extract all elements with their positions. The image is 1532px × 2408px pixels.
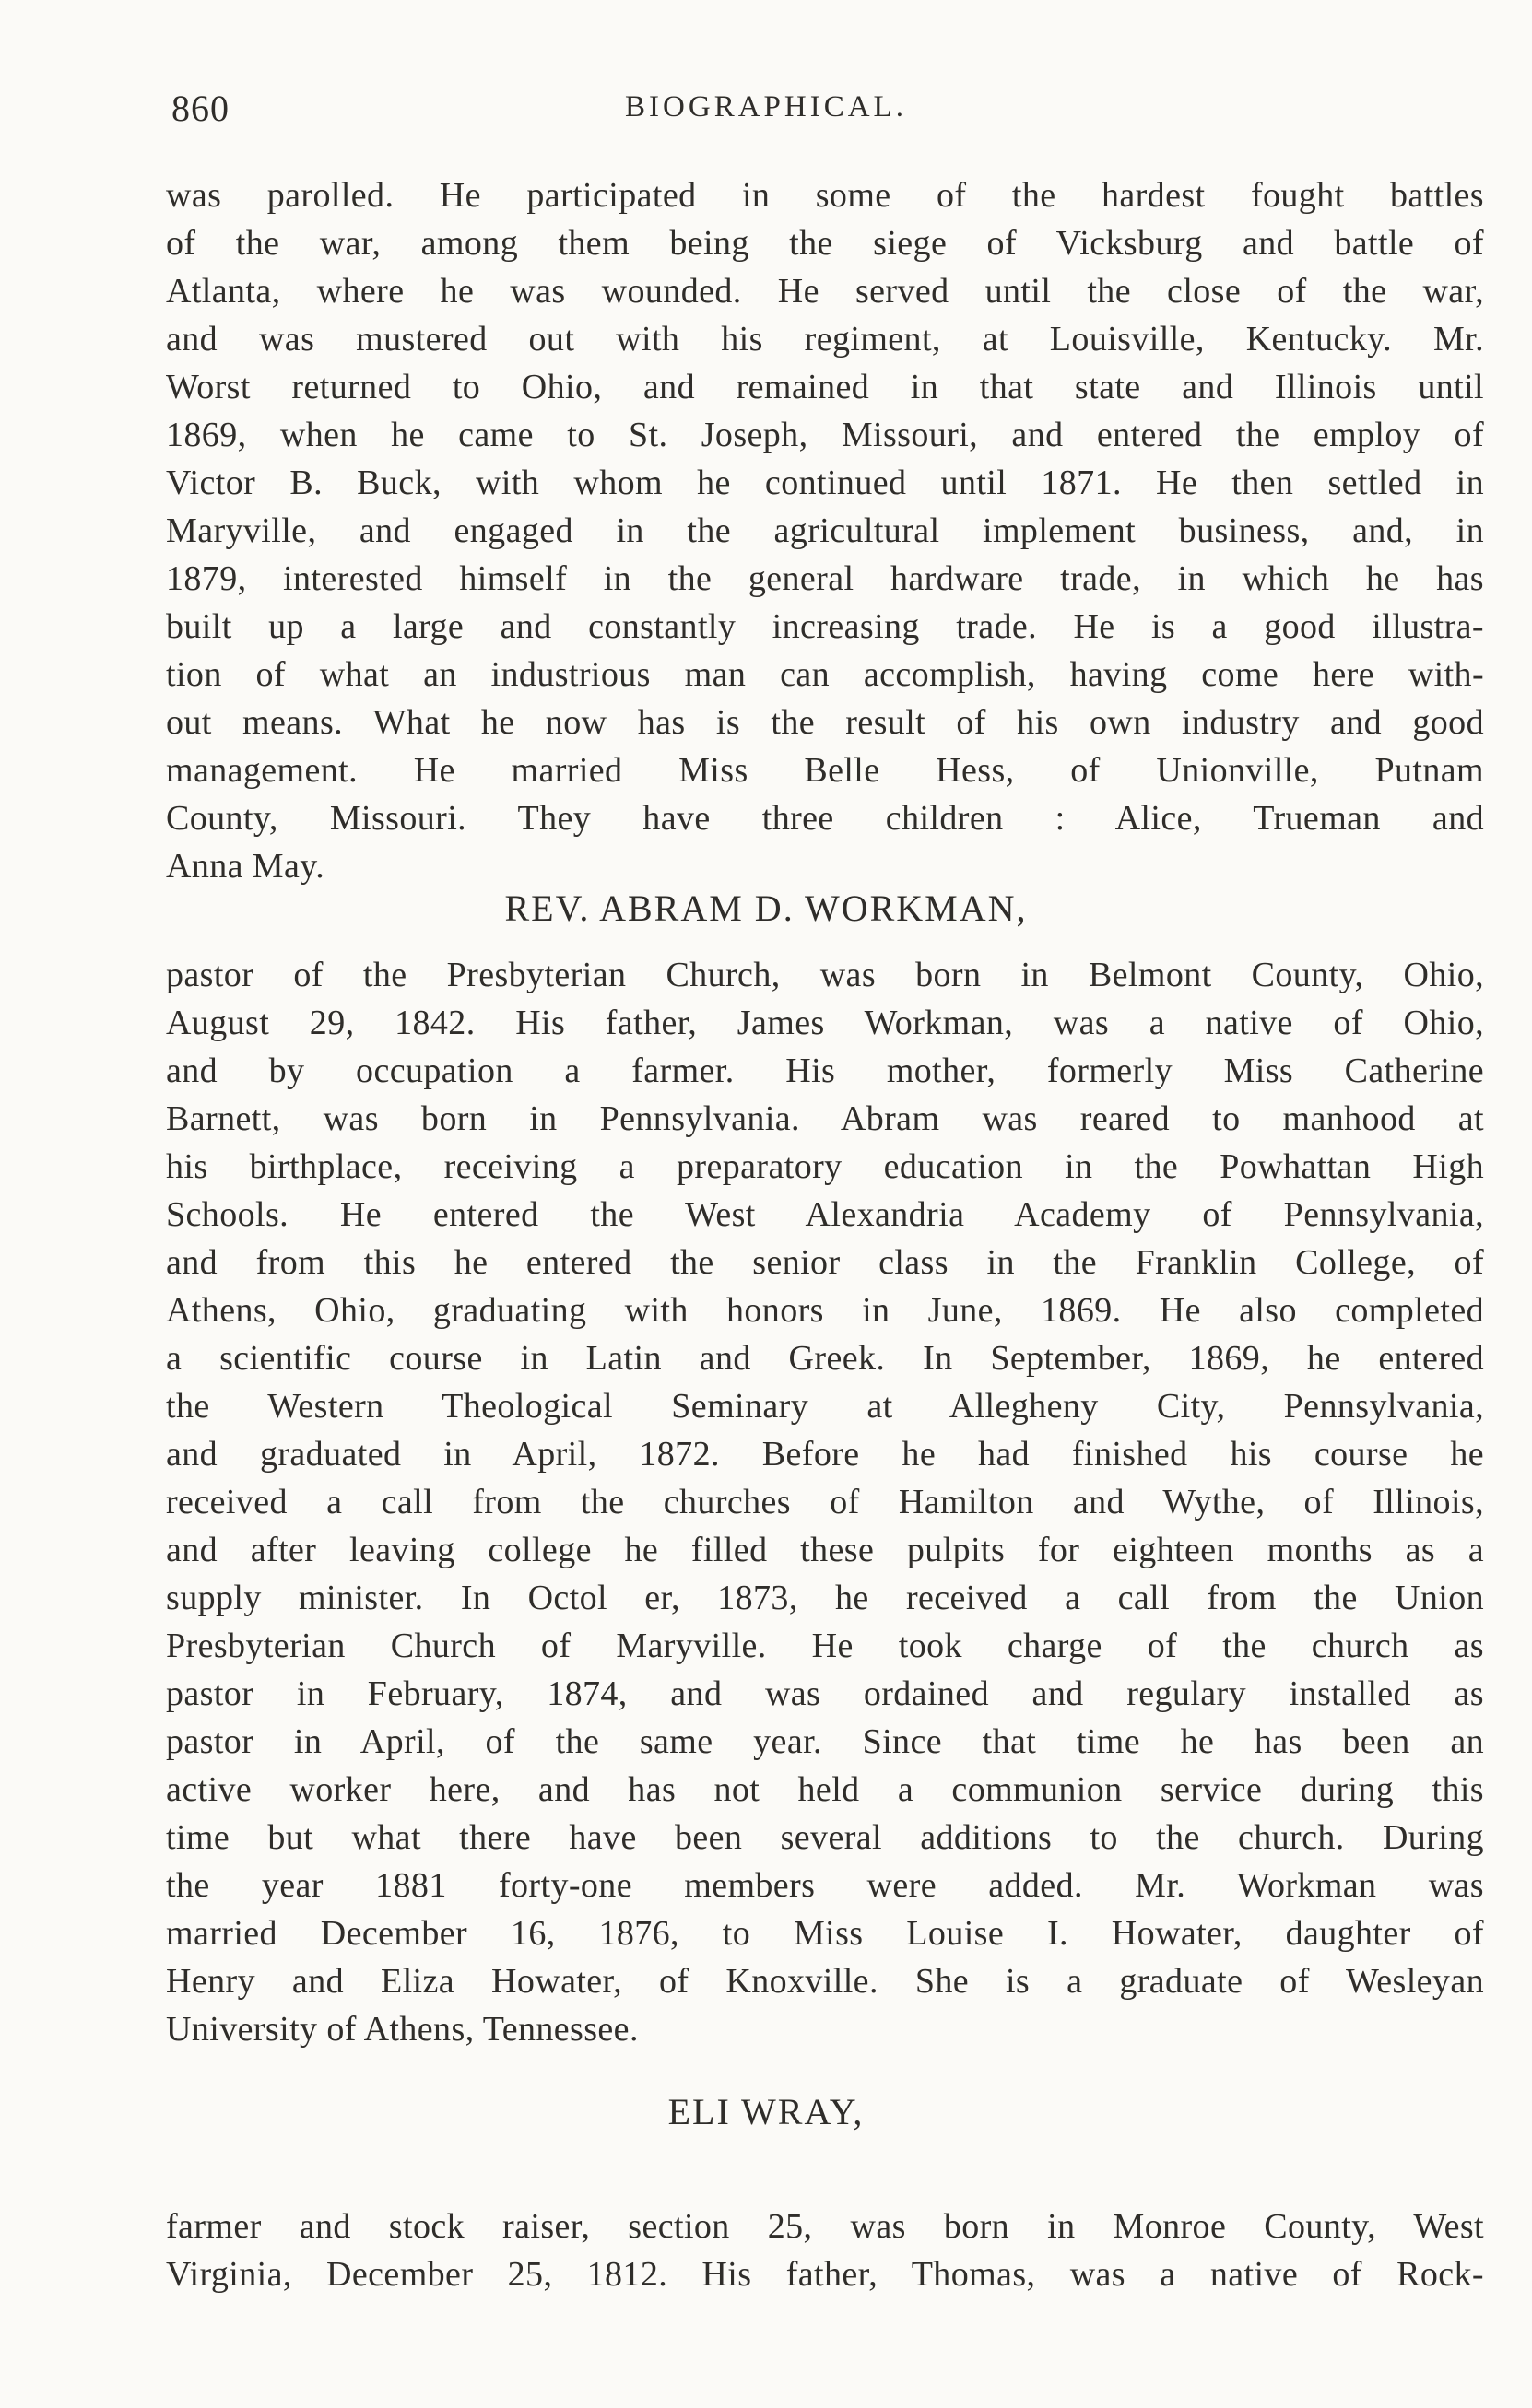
text-line: received a call from the churches of Hamilton and Wythe, of Illinois, <box>166 1483 1484 1521</box>
text-line: married December 16, 1876, to Miss Louise I. Howater, daughter of <box>166 1914 1484 1953</box>
text-line: 1869, when he came to St. Joseph, Missouri, and entered the employ of <box>166 416 1484 454</box>
text-line: and was mustered out with his regiment, at Louisville, Kentucky. Mr. <box>166 320 1484 358</box>
text-line: pastor of the Presbyterian Church, was born in Belmont County, Ohio, <box>166 956 1484 994</box>
text-line: out means. What he now has is the result of his own industry and good <box>166 703 1484 742</box>
text-line: was parolled. He participated in some of the hardest fought battles <box>166 176 1484 215</box>
text-line: pastor in February, 1874, and was ordained and regulary installed as <box>166 1674 1484 1713</box>
text-line: farmer and stock raiser, section 25, was born in Monroe County, West <box>166 2207 1484 2246</box>
text-line: Worst returned to Ohio, and remained in that state and Illinois until <box>166 368 1484 406</box>
text-line: the year 1881 forty-one members were added. Mr. Workman was <box>166 1866 1484 1905</box>
text-line: built up a large and constantly increasing trade. He is a good illustra- <box>166 607 1484 646</box>
text-line: Barnett, was born in Pennsylvania. Abram was reared to manhood at <box>166 1099 1484 1138</box>
text-line: and by occupation a farmer. His mother, formerly Miss Catherine <box>166 1051 1484 1090</box>
text-line: and after leaving college he filled these pulpits for eighteen months as a <box>166 1531 1484 1569</box>
text-line: Maryville, and engaged in the agricultural implement business, and, in <box>166 511 1484 550</box>
text-line: supply minister. In Octol er, 1873, he received a call from the Union <box>166 1579 1484 1617</box>
text-line: a scientific course in Latin and Greek. In September, 1869, he entered <box>166 1339 1484 1378</box>
text-line: Atlanta, where he was wounded. He served until the close of the war, <box>166 272 1484 311</box>
text-line: County, Missouri. They have three children : Alice, Trueman and <box>166 799 1484 838</box>
text-line: Henry and Eliza Howater, of Knoxville. She is a graduate of Wesleyan <box>166 1962 1484 2001</box>
text-line: management. He married Miss Belle Hess, of Unionville, Putnam <box>166 751 1484 790</box>
paragraph-worst-continuation <box>166 171 1484 890</box>
running-head: BIOGRAPHICAL. <box>625 90 907 123</box>
text-line: Anna May. <box>166 847 325 886</box>
section-heading-wray: ELI WRAY, <box>667 2091 865 2132</box>
text-line: pastor in April, of the same year. Since that time he has been an <box>166 1722 1484 1761</box>
text-line: and graduated in April, 1872. Before he had finished his course he <box>166 1435 1484 1474</box>
text-line: of the war, among them being the siege of Vicksburg and battle of <box>166 224 1484 263</box>
text-line: University of Athens, Tennessee. <box>166 2010 639 2049</box>
section-heading-workman: REV. ABRAM D. WORKMAN, <box>504 887 1028 929</box>
paragraph-wray <box>166 2202 1484 2298</box>
text-line: and from this he entered the senior class in the Franklin College, of <box>166 1243 1484 1282</box>
text-line: Schools. He entered the West Alexandria Academy of Pennsylvania, <box>166 1195 1484 1234</box>
text-line: the Western Theological Seminary at Allegheny City, Pennsylvania, <box>166 1387 1484 1426</box>
paragraph-workman <box>166 951 1484 2053</box>
text-line: 1879, interested himself in the general hardware trade, in which he has <box>166 559 1484 598</box>
text-line: his birthplace, receiving a preparatory education in the Powhattan High <box>166 1147 1484 1186</box>
page-number: 860 <box>171 88 230 129</box>
text-line: Athens, Ohio, graduating with honors in June, 1869. He also completed <box>166 1291 1484 1330</box>
text-line: tion of what an industrious man can accomplish, having come here with- <box>166 655 1484 694</box>
text-line: August 29, 1842. His father, James Workman, was a native of Ohio, <box>166 1004 1484 1042</box>
text-line: time but what there have been several additions to the church. During <box>166 1818 1484 1857</box>
text-line: Presbyterian Church of Maryville. He took charge of the church as <box>166 1627 1484 1665</box>
text-line: Victor B. Buck, with whom he continued until 1871. He then settled in <box>166 464 1484 502</box>
text-line: active worker here, and has not held a communion service during this <box>166 1770 1484 1809</box>
text-line: Virginia, December 25, 1812. His father, Thomas, was a native of Rock- <box>166 2255 1484 2294</box>
